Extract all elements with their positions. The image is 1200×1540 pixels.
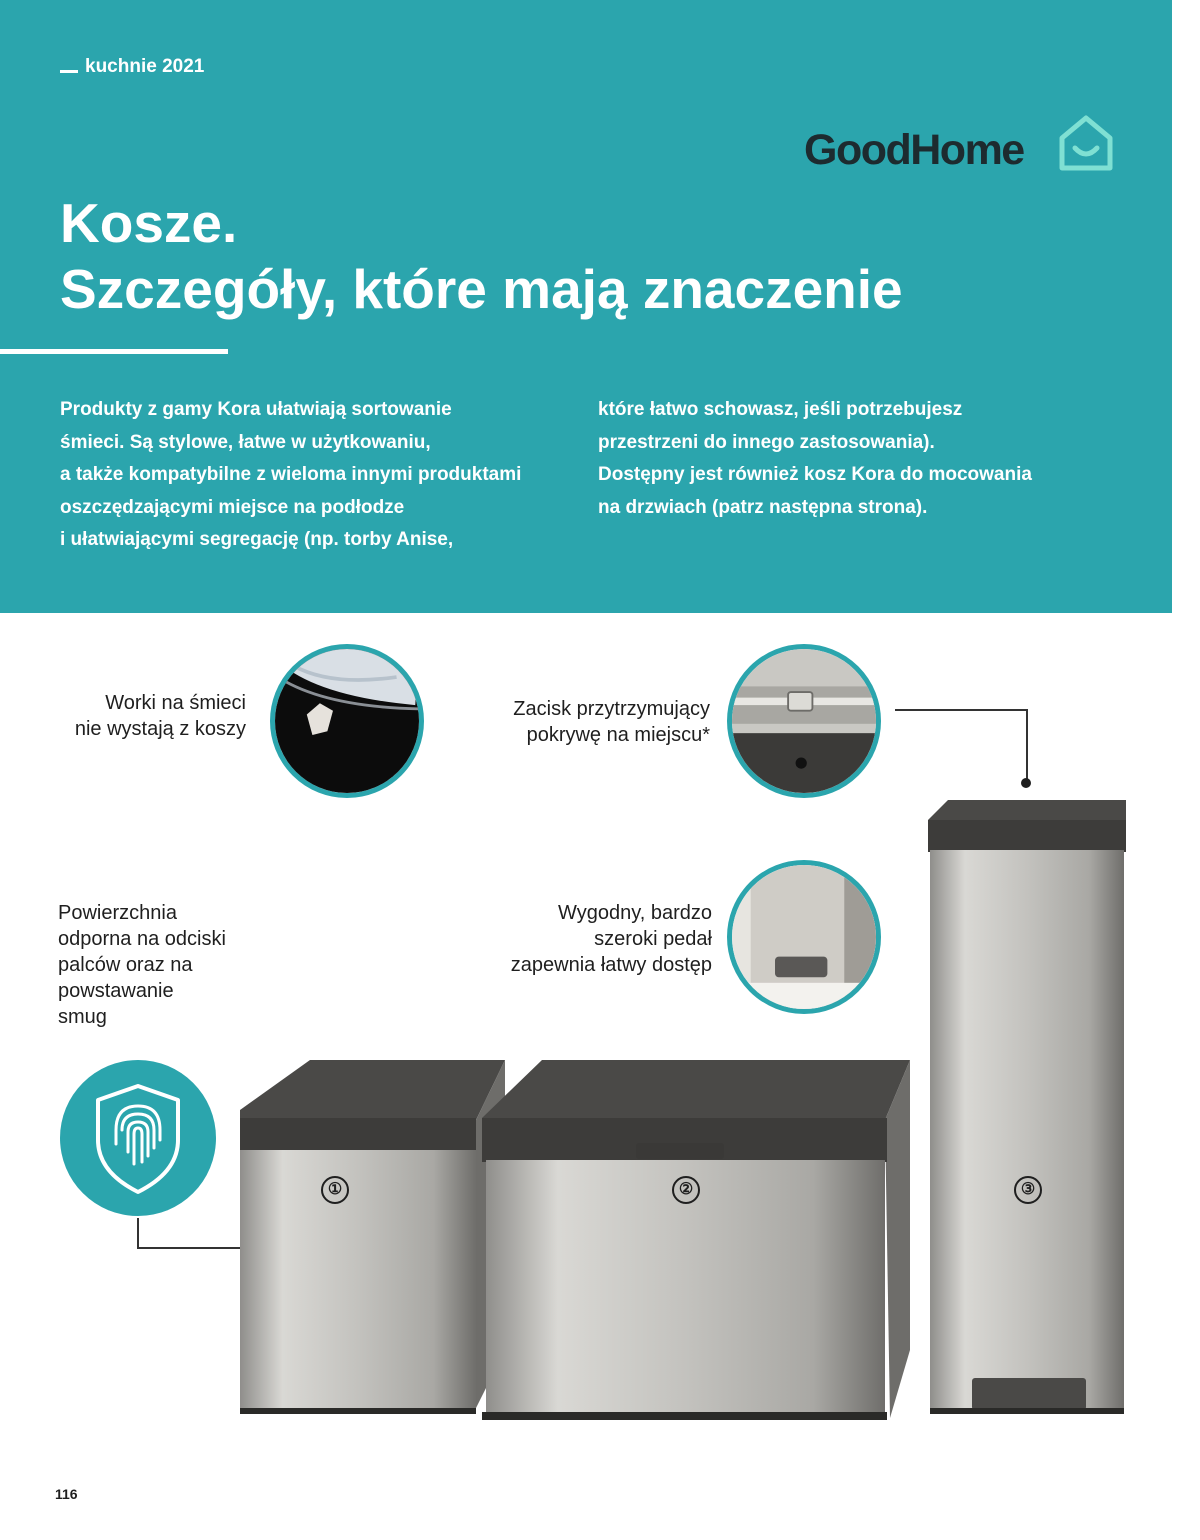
clamp-detail-illustration <box>732 649 876 793</box>
intro-line: śmieci. Są stylowe, łatwe w użytkowaniu, <box>60 431 431 453</box>
intro-line: i ułatwiającymi segregację (np. torby Anise, <box>60 529 454 550</box>
clamp-leader-dot <box>1021 778 1031 788</box>
brand-logo <box>804 112 1124 184</box>
surface-leader-v <box>137 1218 139 1248</box>
house-smile-icon <box>1056 112 1116 172</box>
bins-illustration <box>230 790 1130 1430</box>
tag-dash <box>60 70 78 73</box>
bin-number-1: ① <box>321 1176 349 1204</box>
section-tag <box>60 56 204 78</box>
feature-line: zapewnia łatwy dostęp <box>510 954 712 976</box>
intro-line: przestrzeni do innego zastosowania). <box>598 431 935 453</box>
clamp-detail-photo <box>727 644 881 798</box>
clamp-leader-h <box>895 709 1027 711</box>
bin-number-3: ③ <box>1014 1176 1042 1204</box>
feature-clamp-label <box>440 696 710 748</box>
intro-line: Dostępny jest również kosz Kora do mocowania <box>598 464 1032 485</box>
intro-line: oszczędzającymi miejsce na podłodze <box>60 496 405 518</box>
feature-line: Powierzchnia <box>58 902 177 924</box>
feature-line: Wygodny, bardzo <box>558 902 712 924</box>
feature-line: szeroki pedał <box>594 928 712 950</box>
page-number: 116 <box>55 1486 78 1502</box>
bag-detail-illustration <box>275 649 419 793</box>
title-line-2: Szczegóły, które mają znaczenie <box>60 258 903 320</box>
section-tag-text: kuchnie 2021 <box>85 56 205 77</box>
bag-detail-photo <box>270 644 424 798</box>
title-line-1: Kosze. <box>60 192 238 254</box>
intro-line: Produkty z gamy Kora ułatwiają sortowanie <box>60 399 452 420</box>
page-title <box>60 190 903 322</box>
clamp-leader-v <box>1026 709 1028 779</box>
kora-bins-image <box>230 790 1130 1430</box>
feature-line: nie wystają z koszy <box>74 718 246 740</box>
title-rule <box>0 349 228 354</box>
intro-text-right <box>598 394 1138 524</box>
feature-line: smug <box>58 1006 107 1028</box>
intro-line: na drzwiach (patrz następna strona). <box>598 496 928 518</box>
bin-number-2: ② <box>672 1176 700 1204</box>
feature-line: palców oraz na <box>58 954 193 976</box>
feature-line: pokrywę na miejscu* <box>526 724 710 746</box>
feature-line: odporna na odciski <box>58 928 226 950</box>
brand-name: GoodHome <box>804 126 1024 174</box>
feature-bags-label <box>40 690 246 742</box>
feature-line: Zacisk przytrzymujący <box>513 698 710 720</box>
intro-line: a także kompatybilne z wieloma innymi produktami <box>60 464 522 485</box>
header-band <box>0 0 1172 613</box>
feature-line: Worki na śmieci <box>105 692 246 714</box>
feature-surface-label <box>58 900 258 1030</box>
shield-fingerprint-icon <box>60 1060 216 1216</box>
feature-line: powstawanie <box>58 980 174 1002</box>
intro-text-left <box>60 394 580 557</box>
intro-line: które łatwo schowasz, jeśli potrzebujesz <box>598 399 963 420</box>
